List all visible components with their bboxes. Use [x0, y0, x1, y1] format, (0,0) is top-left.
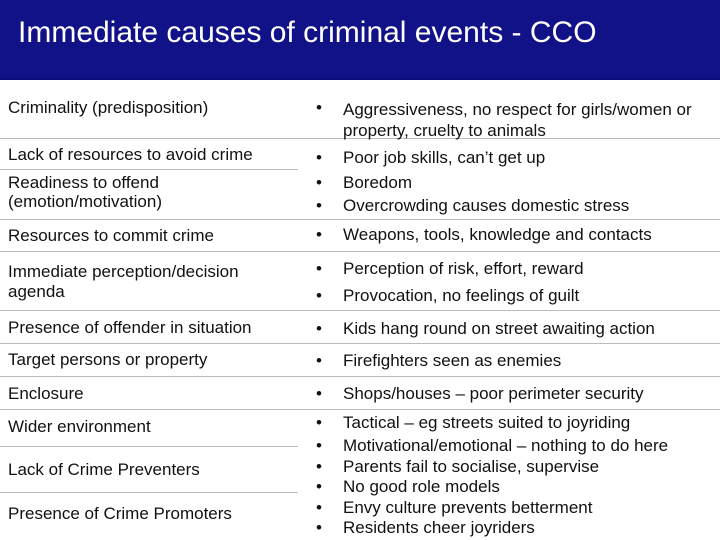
bullet: • [316, 196, 322, 215]
bullet: • [316, 477, 322, 496]
cause-lack-of-resources: Lack of resources to avoid crime [8, 145, 253, 164]
bullet: • [316, 436, 322, 455]
bullet: • [316, 286, 322, 305]
row-divider [0, 169, 298, 170]
cause-lack-of-preventers: Lack of Crime Preventers [8, 460, 200, 479]
example-poor-job-skills: Poor job skills, can’t get up [343, 148, 546, 167]
cause-crime-promoters: Presence of Crime Promoters [8, 504, 232, 523]
example-residents-cheer: Residents cheer joyriders [343, 518, 535, 537]
example-provocation: Provocation, no feelings of guilt [343, 286, 580, 305]
cause-perception-line2: agenda [8, 282, 65, 301]
example-no-role-models: No good role models [343, 477, 500, 496]
example-weapons-tools: Weapons, tools, knowledge and contacts [343, 225, 652, 244]
example-perception-of-risk: Perception of risk, effort, reward [343, 259, 584, 278]
bullet: • [316, 173, 322, 192]
row-divider [0, 446, 298, 447]
cause-presence-of-offender: Presence of offender in situation [8, 318, 252, 337]
bullet: • [316, 319, 322, 338]
cause-target: Target persons or property [8, 350, 208, 369]
example-kids-hang-round: Kids hang round on street awaiting action [343, 319, 655, 338]
example-parents-fail: Parents fail to socialise, supervise [343, 457, 600, 476]
cause-criminality: Criminality (predisposition) [8, 98, 209, 117]
bullet: • [316, 148, 322, 167]
bullet: • [316, 98, 322, 117]
row-divider [0, 219, 720, 220]
cause-resources-to-commit: Resources to commit crime [8, 226, 214, 245]
slide-title: Immediate causes of criminal events - CCO [18, 16, 597, 49]
example-firefighters: Firefighters seen as enemies [343, 351, 562, 370]
bullet: • [316, 457, 322, 476]
row-divider [0, 376, 720, 377]
row-divider [0, 310, 720, 311]
bullet: • [316, 498, 322, 517]
example-aggressiveness-line2: property, cruelty to animals [343, 121, 546, 140]
cause-readiness-line1: Readiness to offend [8, 173, 159, 192]
cause-perception-line1: Immediate perception/decision [8, 262, 239, 281]
bullet: • [316, 384, 322, 403]
example-motivational: Motivational/emotional – nothing to do here [343, 436, 669, 455]
bullet: • [316, 259, 322, 278]
cause-wider-environment: Wider environment [8, 417, 151, 436]
cause-readiness-line2: (emotion/motivation) [8, 192, 163, 211]
example-aggressiveness-line1: Aggressiveness, no respect for girls/women or [343, 100, 692, 119]
row-divider [0, 492, 298, 493]
bullet: • [316, 351, 322, 370]
row-divider [0, 343, 720, 344]
bullet: • [316, 413, 322, 432]
cause-enclosure: Enclosure [8, 384, 84, 403]
example-envy-culture: Envy culture prevents betterment [343, 498, 593, 517]
example-boredom: Boredom [343, 173, 412, 192]
title-bar [0, 0, 720, 78]
example-overcrowding: Overcrowding causes domestic stress [343, 196, 630, 215]
example-tactical: Tactical – eg streets suited to joyriding [343, 413, 631, 432]
bullet: • [316, 518, 322, 537]
bullet: • [316, 225, 322, 244]
row-divider [0, 409, 720, 410]
example-shops-houses: Shops/houses – poor perimeter security [343, 384, 644, 403]
row-divider [0, 251, 720, 252]
